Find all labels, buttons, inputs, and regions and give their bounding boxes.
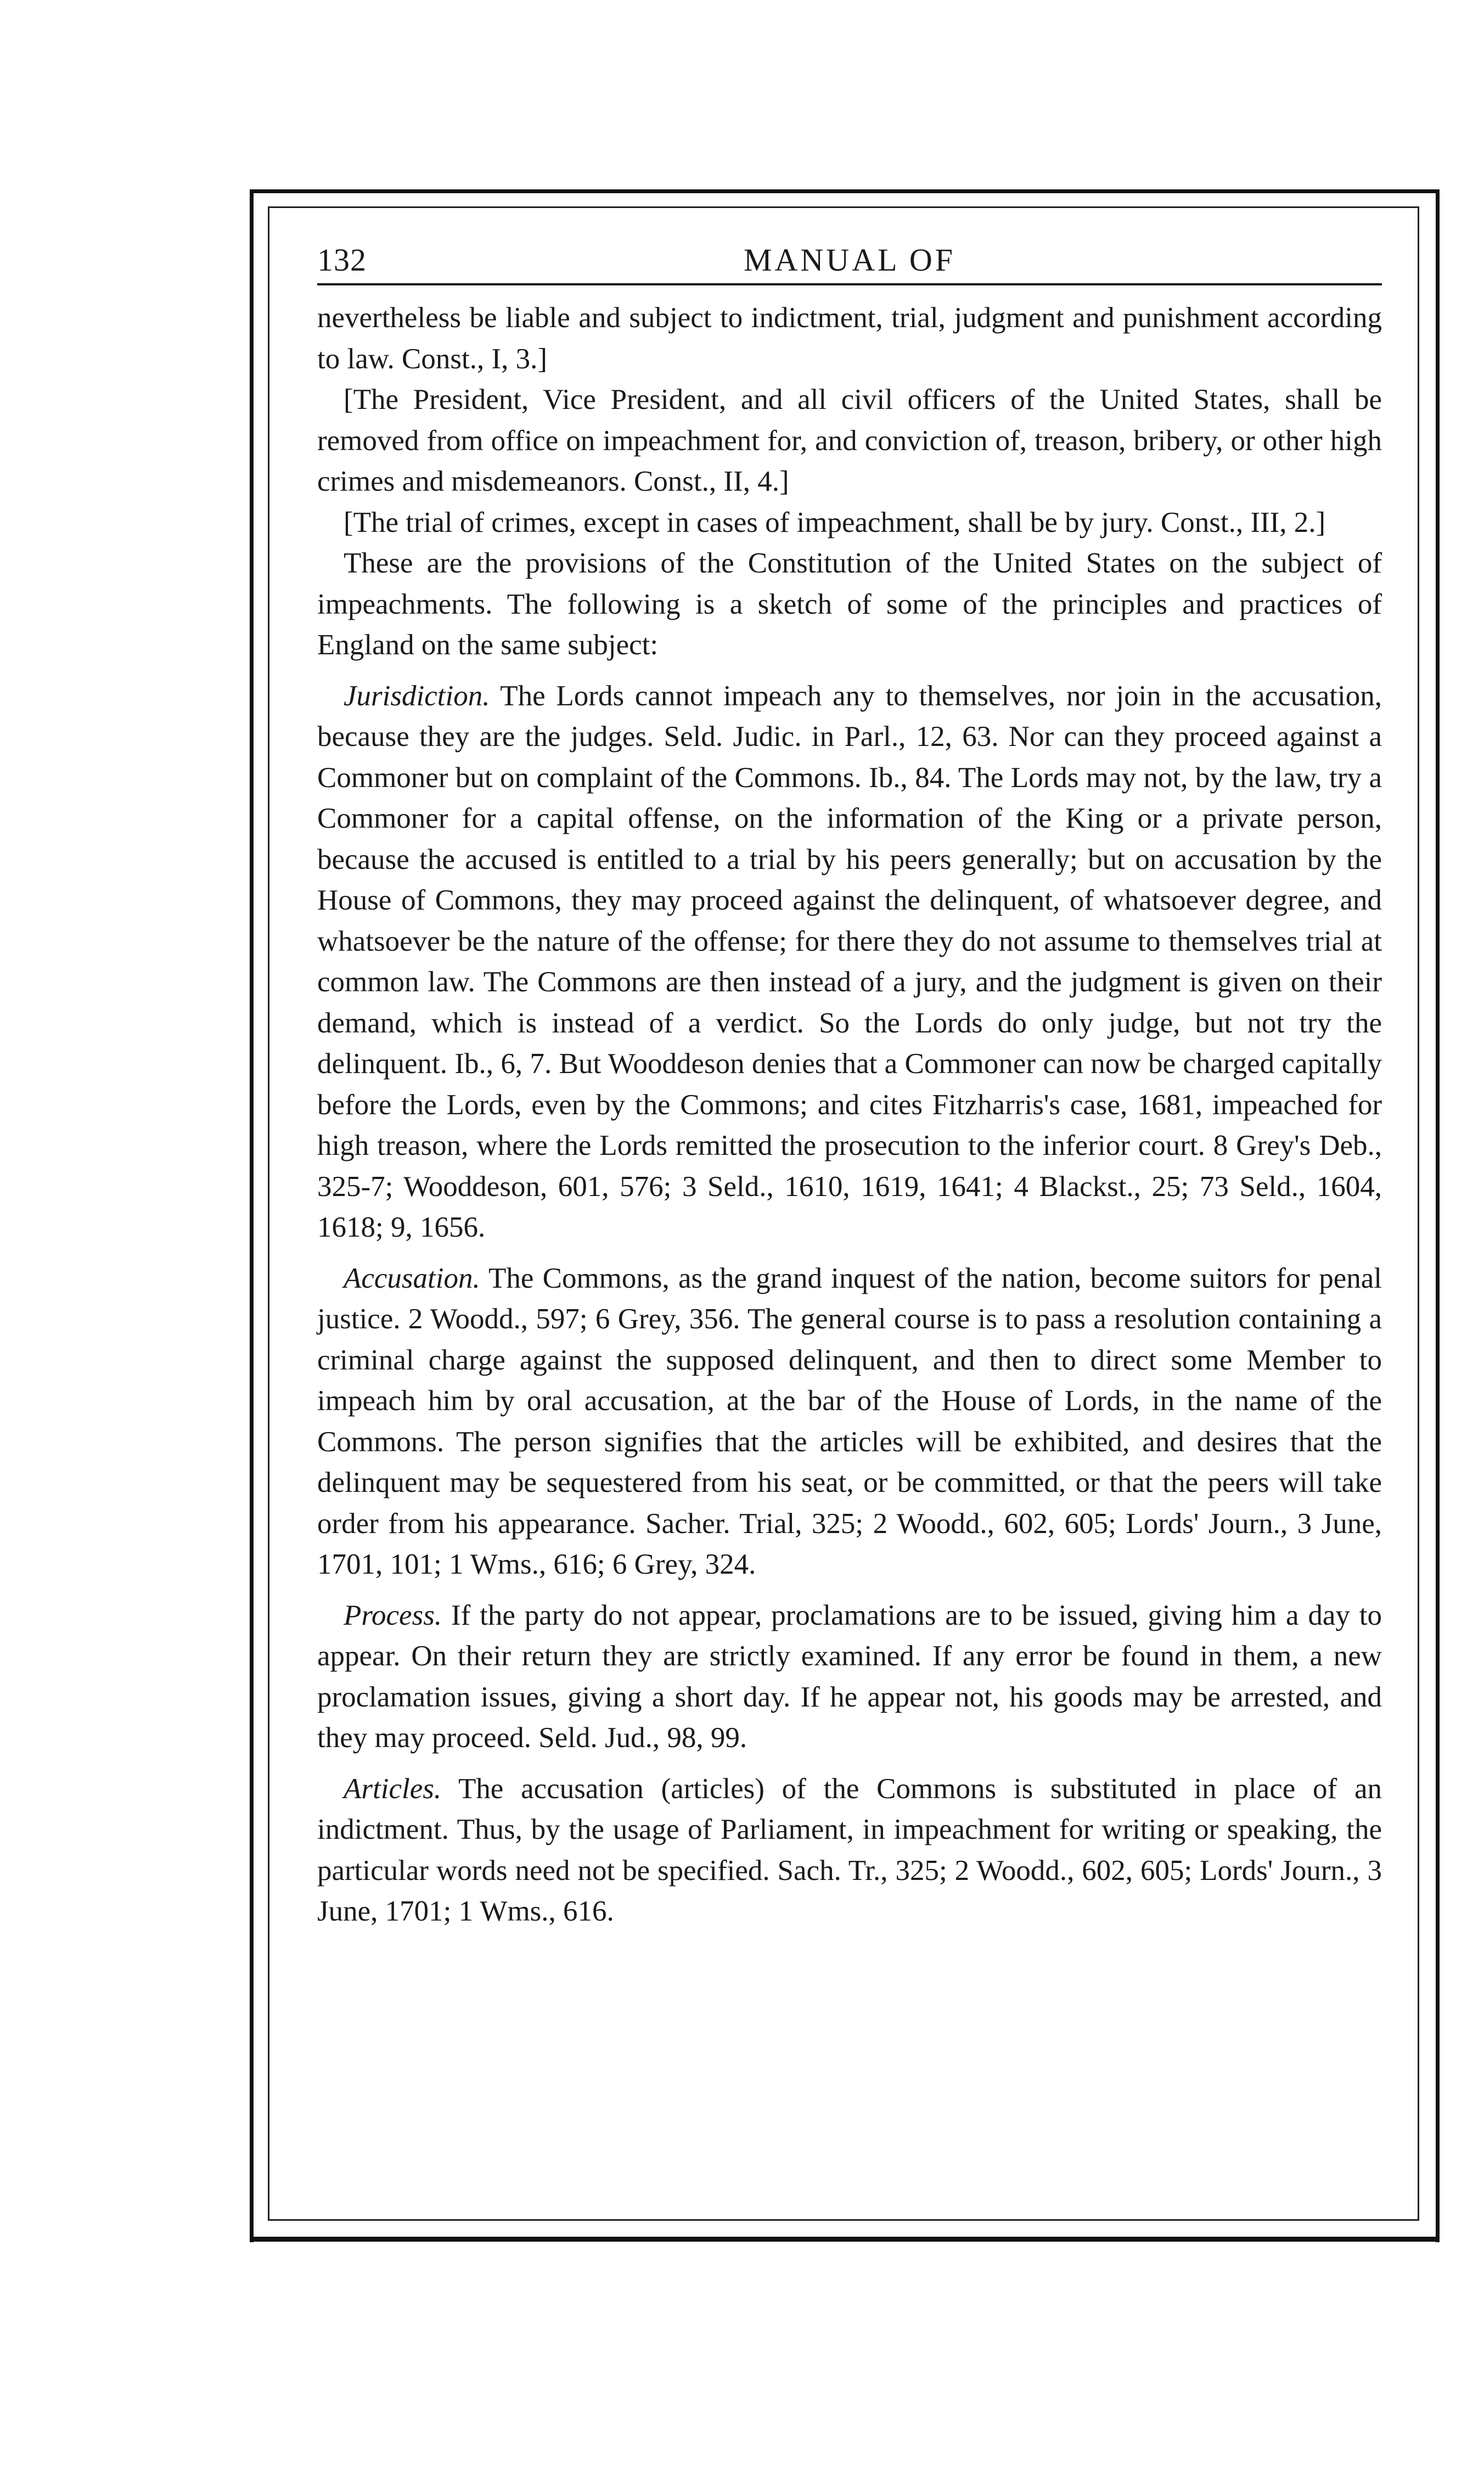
frame-outer-bottom-rule [250, 2237, 1440, 2242]
paragraph-text: The Commons, as the grand inquest of the nation, become suitors for penal justice. 2 Woodd., 597; 6 Grey, 356. The general course is to pass a resolution containing a criminal charge against the supposed delinquent, and then to direct some Member to impeach him by oral accusation, at the bar of the House of Lords, in the name of the Commons. The person signifies that the articles will be exhibited, and desires that the delinquent may be sequestered from his seat, or be committed, or that the peers will take order from his appearance. Sacher. Trial, 325; 2 Woodd., 602, 605; Lords' Journ., 3 June, 1701, 101; 1 Wms., 616; 6 Grey, 324. [317, 1262, 1382, 1580]
paragraph-text: [The trial of crimes, except in cases of impeachment, shall be by jury. Const., III, 2.] [344, 506, 1326, 538]
header-rule [317, 283, 1382, 285]
paragraph [317, 543, 1382, 666]
paragraph-accusation [317, 1258, 1382, 1585]
section-heading: Process. [344, 1599, 442, 1631]
page-number: 132 [317, 242, 367, 278]
paragraph-text: [The President, Vice President, and all civil officers of the United States, shall be removed from office on impeachment for, and conviction of, treason, bribery, or other high crimes and misdemeanors. Const., II, 4.] [317, 384, 1382, 497]
section-heading: Jurisdiction. [344, 680, 490, 712]
paragraph-text: These are the provisions of the Constitution of the United States on the subject of impeachments. The following is a sketch of some of the principles and practices of England on the same subject: [317, 547, 1382, 661]
paragraph-jurisdiction [317, 676, 1382, 1248]
paragraph [317, 502, 1382, 543]
section-heading: Accusation. [344, 1262, 480, 1294]
paragraph-text: If the party do not appear, proclamations are to be issued, giving him a day to appear. On their return they are strictly examined. If any error be found in them, a new proclamation issues, giving a short day. If he appear not, his goods may be arrested, and they may proceed. Seld. Jud., 98, 99. [317, 1599, 1382, 1754]
paragraph-text: The Lords cannot impeach any to themselves, nor join in the accusation, because they are the judges. Seld. Judic. in Parl., 12, 63. Nor can they proceed against a Commoner but on complaint of the Commons. Ib., 84. The Lords may not, by the law, try a Commoner for a capital offense, on the information of the King or a private person, because the accused is entitled to a trial by his peers generally; but on accusation by the House of Commons, they may proceed against the delinquent, of whatsoever degree, and whatsoever be the nature of the offense; for there they do not assume to themselves trial at common law. The Commons are then instead of a jury, and the judgment is given on their demand, which is instead of a verdict. So the Lords do only judge, but not try the delinquent. Ib., 6, 7. But Wooddeson denies that a Commoner can now be charged capitally before the Lords, even by the Commons; and cites Fitzharris's case, 1681, impeached for high treason, where the Lords remitted the prosecution to the inferior court. 8 Grey's Deb., 325-7; Wooddeson, 601, 576; 3 Seld., 1610, 1619, 1641; 4 Blackst., 25; 73 Seld., 1604, 1618; 9, 1656. [317, 680, 1382, 1243]
frame-outer-left-rule [250, 189, 254, 2242]
section-heading: Articles. [344, 1772, 442, 1805]
body-text [317, 297, 1382, 1932]
paragraph-articles [317, 1769, 1382, 1932]
running-head: MANUAL OF [743, 242, 956, 278]
page-header [317, 231, 1382, 278]
paragraph [317, 297, 1382, 379]
page-content [317, 231, 1382, 1932]
paragraph-text: nevertheless be liable and subject to indictment, trial, judgment and punishment according to law. Const., I, 3.] [317, 302, 1382, 375]
paragraph [317, 379, 1382, 502]
frame-outer-right-rule [1436, 189, 1440, 2242]
frame-outer-top-rule [250, 189, 1440, 193]
paragraph-process [317, 1595, 1382, 1759]
paragraph-text: The accusation (articles) of the Commons is substituted in place of an indictment. Thus, by the usage of Parliament, in impeachment for writing or speaking, the particular words need not be specified. Sach. Tr., 325; 2 Woodd., 602, 605; Lords' Journ., 3 June, 1701; 1 Wms., 616. [317, 1772, 1382, 1927]
